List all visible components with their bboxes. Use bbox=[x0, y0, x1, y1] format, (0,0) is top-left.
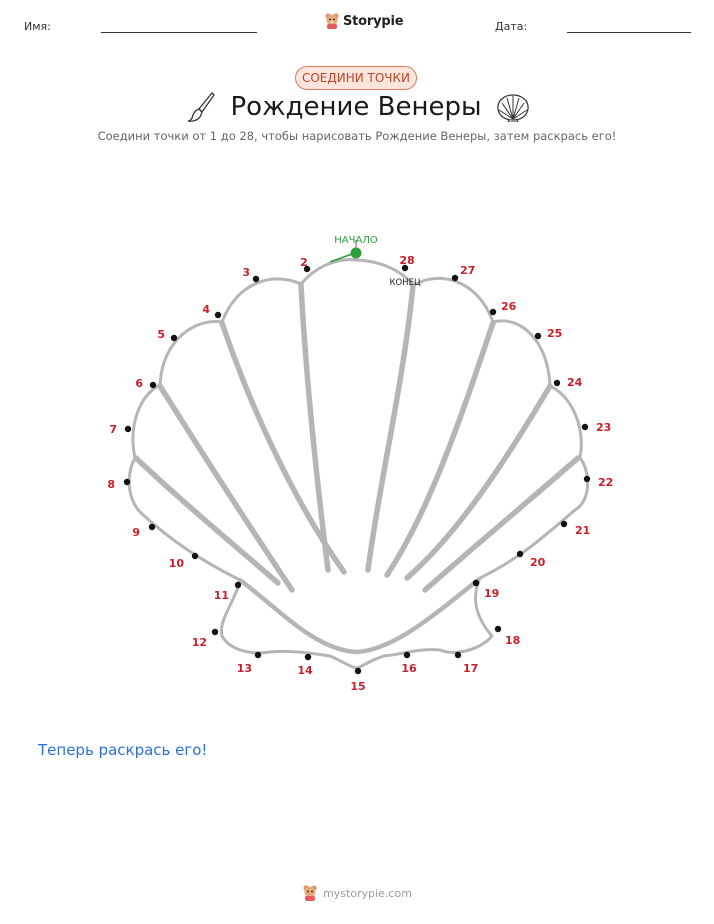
dot-6 bbox=[150, 382, 156, 388]
dot-13 bbox=[255, 652, 261, 658]
dot-9 bbox=[149, 524, 155, 530]
dot-18 bbox=[495, 626, 501, 632]
dot-14 bbox=[305, 654, 311, 660]
footer-text: mystorypie.com bbox=[323, 886, 412, 900]
dot-22 bbox=[584, 476, 590, 482]
dot-number-21: 21 bbox=[575, 524, 591, 537]
dot-3 bbox=[253, 276, 259, 282]
dot-20 bbox=[517, 551, 523, 557]
dot-number-17: 17 bbox=[463, 662, 479, 675]
dot-number-23: 23 bbox=[596, 421, 612, 434]
color-prompt: Теперь раскрась его! bbox=[38, 741, 208, 759]
footer bbox=[0, 884, 714, 902]
dots-layer bbox=[107, 248, 613, 694]
dot-number-24: 24 bbox=[567, 376, 583, 389]
end-label: КОНЕЦ bbox=[389, 278, 421, 288]
dot-number-6: 6 bbox=[135, 377, 143, 390]
dot-17 bbox=[455, 652, 461, 658]
dot-21 bbox=[561, 521, 567, 527]
dot-25 bbox=[535, 333, 541, 339]
dot-number-19: 19 bbox=[484, 587, 500, 600]
dot-4 bbox=[215, 312, 221, 318]
dot-number-8: 8 bbox=[107, 478, 115, 491]
dot-5 bbox=[171, 335, 177, 341]
dot-number-11: 11 bbox=[213, 589, 229, 602]
dot-26 bbox=[490, 309, 496, 315]
dot-15 bbox=[355, 668, 361, 674]
dot-16 bbox=[404, 652, 410, 658]
dot-7 bbox=[125, 426, 131, 432]
bear-icon-footer bbox=[302, 884, 318, 902]
activity-badge: СОЕДИНИ ТОЧКИ bbox=[295, 66, 417, 90]
dot-23 bbox=[582, 424, 588, 430]
dot-24 bbox=[554, 380, 560, 386]
dot-number-12: 12 bbox=[191, 636, 207, 649]
dot-number-27: 27 bbox=[460, 264, 476, 277]
dot-number-26: 26 bbox=[501, 300, 517, 313]
dot-number-28: 28 bbox=[399, 254, 415, 267]
dot-number-9: 9 bbox=[132, 526, 140, 539]
dot-number-5: 5 bbox=[157, 328, 165, 341]
dot-number-18: 18 bbox=[505, 634, 521, 647]
date-label: Дата: bbox=[495, 20, 528, 33]
dot-27 bbox=[452, 275, 458, 281]
dot-number-16: 16 bbox=[401, 662, 417, 675]
dot-12 bbox=[212, 629, 218, 635]
dot-8 bbox=[124, 479, 130, 485]
dot-number-2: 2 bbox=[300, 256, 308, 269]
dot-number-4: 4 bbox=[202, 303, 210, 316]
dot-number-22: 22 bbox=[598, 476, 614, 489]
dot-11 bbox=[235, 582, 241, 588]
dot-10 bbox=[192, 553, 198, 559]
dot-number-7: 7 bbox=[109, 423, 117, 436]
dot-number-20: 20 bbox=[530, 556, 546, 569]
dot-number-13: 13 bbox=[236, 662, 252, 675]
dot-number-25: 25 bbox=[547, 327, 563, 340]
dot-number-14: 14 bbox=[297, 664, 313, 677]
dot-number-3: 3 bbox=[242, 266, 250, 279]
page-title: Рождение Венеры bbox=[230, 92, 482, 122]
dot-number-15: 15 bbox=[350, 680, 366, 693]
instructions: Соедини точки от 1 до 28, чтобы нарисовать Рождение Венеры, затем раскрась его! bbox=[97, 129, 617, 143]
dot-number-10: 10 bbox=[168, 557, 184, 570]
shell-guide-lines bbox=[129, 260, 587, 668]
name-label: Имя: bbox=[24, 20, 51, 33]
dot-19 bbox=[473, 580, 479, 586]
start-label: НАЧАЛО bbox=[334, 235, 378, 246]
logo-text: Storypie bbox=[343, 13, 404, 29]
dot-1 bbox=[351, 248, 362, 259]
